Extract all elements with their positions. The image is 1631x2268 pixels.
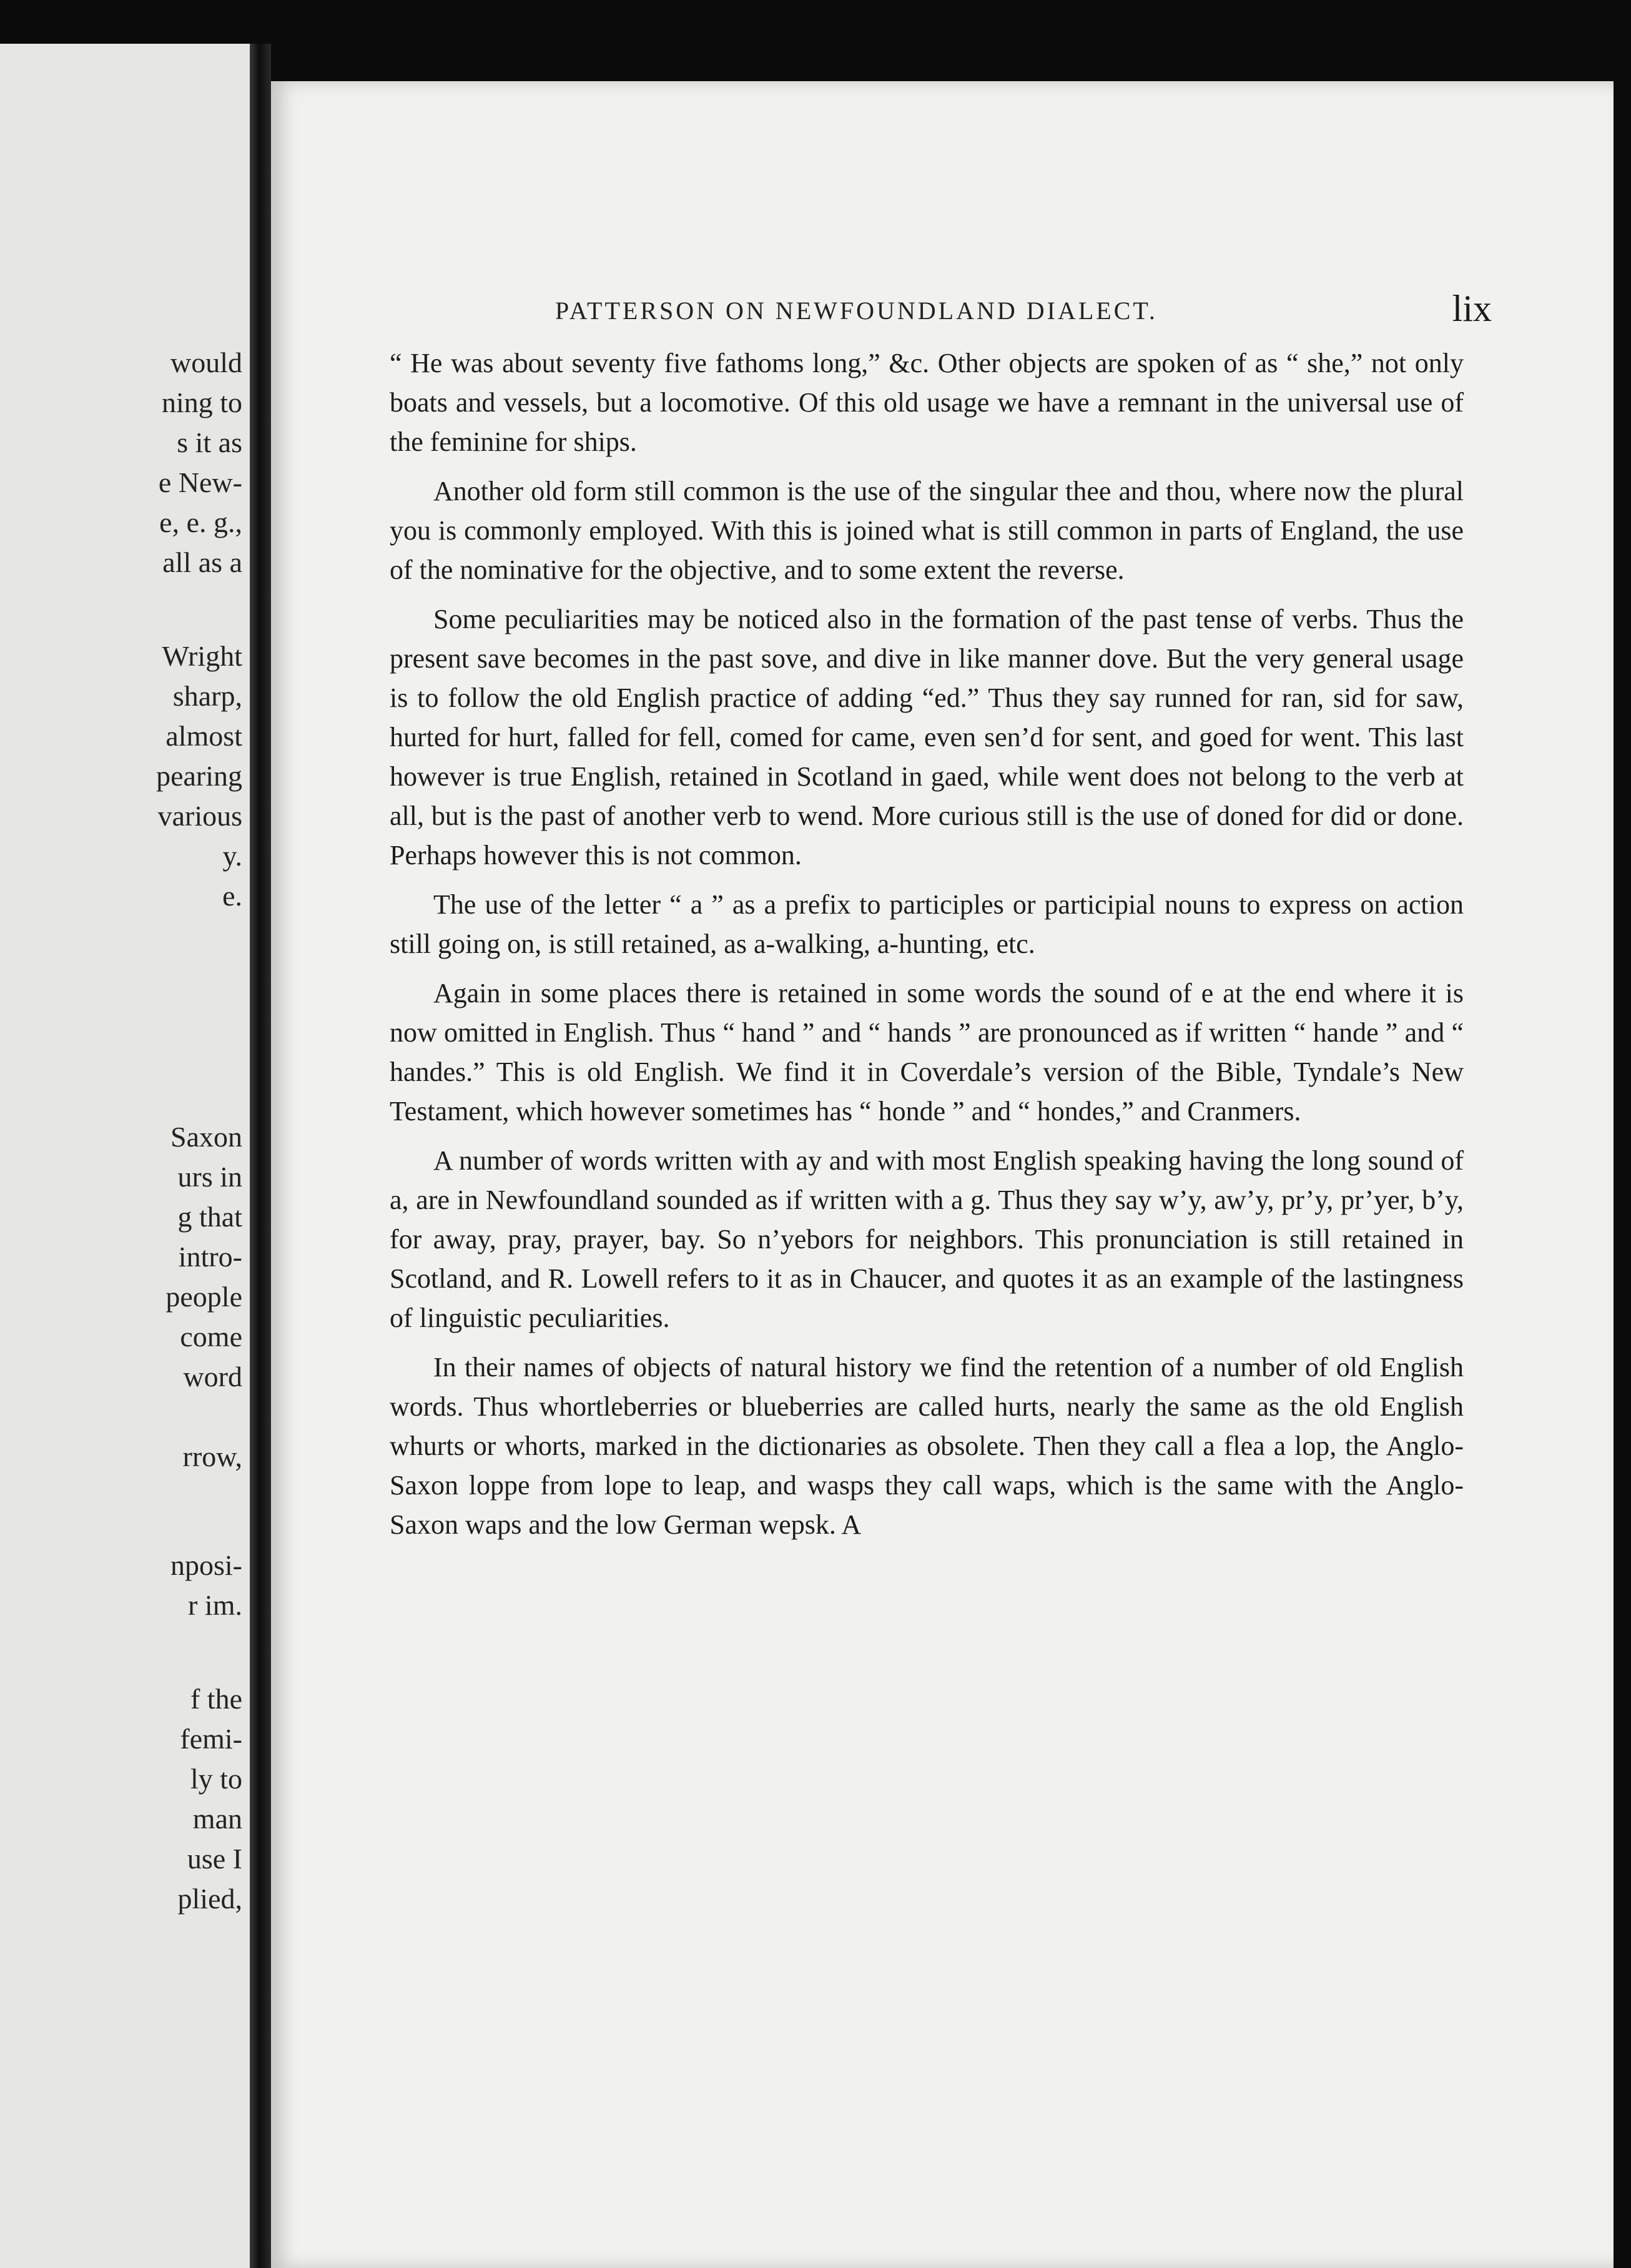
left-page-fragment: e, e. g., xyxy=(159,506,242,538)
left-page-fragment: various xyxy=(157,800,242,832)
left-page-fragment: pearing xyxy=(156,760,242,792)
running-head-title: PATTERSON ON NEWFOUNDLAND DIALECT. xyxy=(555,297,1158,325)
left-page-fragment: g that xyxy=(177,1201,242,1233)
left-page-fragment: e. xyxy=(222,880,242,912)
paragraph: “ He was about seventy five fathoms long,” &c. Other objects are spoken of as “ she,” not only boats and vessels, but a locomotive. Of this old usage we have a remnant in the universal use of the feminine for ships. xyxy=(390,348,1464,457)
left-page-fragment: almost xyxy=(165,720,242,752)
left-page-fragment: come xyxy=(180,1321,242,1353)
left-page-fragment: Wright xyxy=(162,640,242,672)
book-gutter xyxy=(250,44,271,2268)
left-page-fragment: e New- xyxy=(158,466,242,498)
left-page-fragment: ning to xyxy=(161,387,242,418)
left-page-fragment: nposi- xyxy=(170,1549,242,1581)
left-page-fragment: man xyxy=(192,1803,242,1835)
left-page-fragment: urs in xyxy=(177,1161,242,1193)
body-text xyxy=(390,343,1464,1554)
left-page-fragment: y. xyxy=(222,840,242,872)
paragraph: A number of words written with ay and with most English speaking having the long sound of a, are in Newfoundland sounded as if written with a g. Thus they say w’y, aw’y, pr’y, pr’yer, b’y, for away, pray, prayer, bay. So n’yebors for neighbors. This pronunciation is still retained in Scotland, and R. Lowell refers to it as in Chaucer, and quotes it as an example of the lastingness of linguistic peculiarities. xyxy=(390,1145,1464,1333)
left-page-fragment: sharp, xyxy=(172,680,242,712)
right-page xyxy=(271,81,1614,2268)
left-page-fragment: would xyxy=(170,347,242,378)
paragraph: Some peculiarities may be noticed also in the formation of the past tense of verbs. Thus the present save becomes in the past sove, and dive in like manner dove. But the very general usage is to follow the old English practice of adding “ed.” Thus they say runned for ran, sid for saw, hurted for hurt, falled for fell, comed for came, even sen’d for sent, and goed for went. This last however is true English, retained in Scotland in gaed, while went does not belong to the verb at all, but is the past of another verb to wend. More curious still is the use of doned for did or done. Perhaps however this is not common. xyxy=(390,604,1464,870)
left-page-fragment: intro- xyxy=(178,1241,242,1273)
left-page-fragment: Saxon xyxy=(170,1121,242,1153)
left-page-fragment: rrow, xyxy=(182,1441,242,1472)
left-page-fragment: plied, xyxy=(177,1883,242,1915)
left-page-fragment: s it as xyxy=(177,426,242,458)
left-page-fragment: word xyxy=(183,1361,242,1393)
left-facing-page xyxy=(0,44,250,2268)
running-head xyxy=(555,287,1492,331)
paragraph: In their names of objects of natural history we find the retention of a number of old English words. Thus whortleberries or blueberries are called hurts, nearly the same as the old English whurts or whorts, marked in the dictionaries as obsolete. Then they call a flea a lop, the Anglo-Saxon loppe from lope to leap, and wasps they call waps, which is the same with the Anglo-Saxon waps and the low German wepsk. A xyxy=(390,1352,1464,1540)
left-page-fragment: femi- xyxy=(180,1723,242,1755)
left-page-fragment: f the xyxy=(190,1683,242,1715)
left-page-fragment: r im. xyxy=(188,1589,242,1621)
left-page-fragment: all as a xyxy=(162,546,242,578)
page-number: lix xyxy=(1452,288,1492,329)
left-page-fragment: use I xyxy=(187,1843,242,1875)
paragraph: Again in some places there is retained in some words the sound of e at the end where it is now omitted in English. Thus “ hand ” and “ hands ” are pronounced as if written “ hande ” and “ handes.” This is old English. We find it in Coverdale’s version of the Bible, Tyndale’s New Testament, which however sometimes has “ honde ” and “ hondes,” and Cranmers. xyxy=(390,978,1464,1127)
left-page-fragment: ly to xyxy=(190,1763,242,1795)
paragraph: Another old form still common is the use of the singular thee and thou, where now the plural you is commonly employed. With this is joined what is still common in parts of England, the use of the nominative for the objective, and to some extent the reverse. xyxy=(390,476,1464,585)
paragraph: The use of the letter “ a ” as a prefix to participles or participial nouns to express on action still going on, is still retained, as a-walking, a-hunting, etc. xyxy=(390,889,1464,959)
left-page-fragment: people xyxy=(165,1281,242,1313)
